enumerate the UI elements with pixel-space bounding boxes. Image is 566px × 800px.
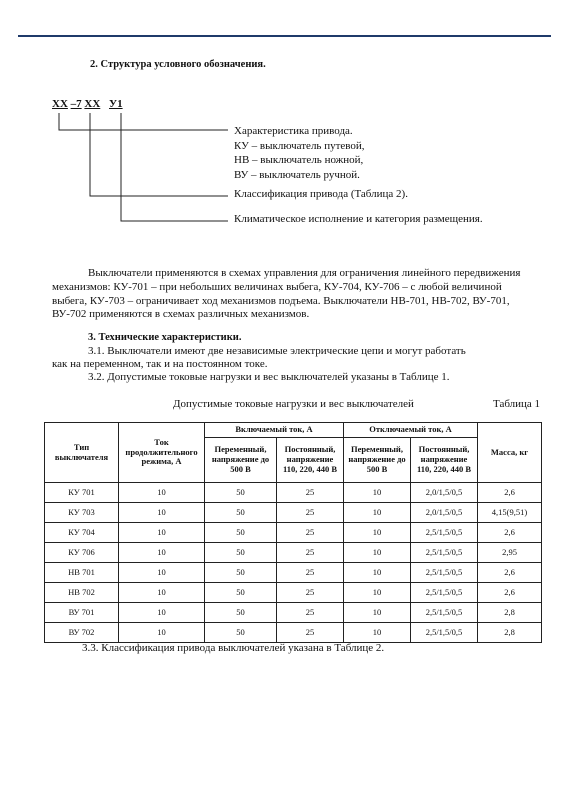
- leader-line-climate: [121, 113, 228, 221]
- desc-line: ВУ – выключатель ручной.: [234, 168, 360, 181]
- cell-mass: 2,6: [478, 583, 542, 603]
- header-type: Тип выключателя: [45, 423, 119, 483]
- cell-off-dc: 2,0/1,5/0,5: [411, 503, 478, 523]
- cell-type: НВ 701: [45, 563, 119, 583]
- header-on-ac: Переменный, напряжение до 500 В: [205, 438, 277, 483]
- cell-type: КУ 706: [45, 543, 119, 563]
- characteristic-description: [234, 124, 365, 182]
- code-part-4: У1: [109, 98, 123, 110]
- desc-line: НВ – выключатель ножной,: [234, 154, 364, 166]
- table-row: [45, 483, 542, 503]
- cell-current: 10: [119, 623, 205, 643]
- cell-off-ac: 10: [344, 623, 411, 643]
- cell-mass: 2,6: [478, 483, 542, 503]
- cell-mass: 2,95: [478, 543, 542, 563]
- cell-on-dc: 25: [277, 483, 344, 503]
- cell-off-ac: 10: [344, 503, 411, 523]
- cell-type: ВУ 701: [45, 603, 119, 623]
- cell-on-dc: 25: [277, 503, 344, 523]
- paragraph-line: выбега, КУ-703 – ограничивает ход механизмов подъема. Выключатели НВ-701, НВ-702, ВУ-701,: [52, 294, 510, 307]
- cell-on-ac: 50: [205, 543, 277, 563]
- header-off-current: Отключаемый ток, А: [344, 423, 478, 438]
- paragraph-line: механизмов: КУ-701 – при небольших величинах выбега, КУ-704, КУ-706 – с любой величиной: [52, 280, 502, 293]
- cell-current: 10: [119, 483, 205, 503]
- paragraph-line: Выключатели применяются в схемах управления для ограничения линейного передвижения: [88, 267, 521, 279]
- application-paragraph: [52, 267, 542, 322]
- table-row: [45, 603, 542, 623]
- code-part-1: ХХ: [52, 98, 68, 110]
- cell-type: КУ 704: [45, 523, 119, 543]
- cell-current: 10: [119, 563, 205, 583]
- cell-off-ac: 10: [344, 483, 411, 503]
- clause-3-1-line-1: 3.1. Выключатели имеют две независимые электрические цепи и могут работать: [88, 345, 466, 357]
- cell-mass: 4,15(9,51): [478, 503, 542, 523]
- cell-off-dc: 2,0/1,5/0,5: [411, 483, 478, 503]
- cell-mass: 2,8: [478, 623, 542, 643]
- cell-off-dc: 2,5/1,5/0,5: [411, 543, 478, 563]
- clause-3-3: 3.3. Классификация привода выключателей указана в Таблице 2.: [82, 642, 385, 654]
- cell-on-ac: 50: [205, 583, 277, 603]
- code-part-3: ХХ: [84, 98, 101, 110]
- climate-description: Климатическое исполнение и категория размещения.: [234, 213, 483, 225]
- cell-off-dc: 2,5/1,5/0,5: [411, 523, 478, 543]
- desc-line: Характеристика привода.: [234, 125, 353, 137]
- cell-off-ac: 10: [344, 523, 411, 543]
- table-row: [45, 523, 542, 543]
- cell-current: 10: [119, 523, 205, 543]
- cell-on-dc: 25: [277, 583, 344, 603]
- cell-current: 10: [119, 503, 205, 523]
- cell-current: 10: [119, 543, 205, 563]
- cell-off-dc: 2,5/1,5/0,5: [411, 623, 478, 643]
- header-on-dc: Постоянный, напряжение 110, 220, 440 В: [277, 438, 344, 483]
- cell-on-ac: 50: [205, 523, 277, 543]
- header-off-ac: Переменный, напряжение до 500 В: [344, 438, 411, 483]
- cell-off-ac: 10: [344, 583, 411, 603]
- cell-on-dc: 25: [277, 563, 344, 583]
- cell-off-dc: 2,5/1,5/0,5: [411, 603, 478, 623]
- cell-on-dc: 25: [277, 543, 344, 563]
- cell-on-dc: 25: [277, 623, 344, 643]
- table-1-caption: Допустимые токовые нагрузки и вес выключателей: [173, 398, 414, 410]
- desc-line: КУ – выключатель путевой,: [234, 139, 365, 152]
- cell-off-dc: 2,5/1,5/0,5: [411, 563, 478, 583]
- classification-description: Классификация привода (Таблица 2).: [234, 188, 408, 200]
- section-2-title: 2. Структура условного обозначения.: [90, 59, 266, 70]
- cell-mass: 2,6: [478, 563, 542, 583]
- code-part-2: –7: [70, 98, 82, 110]
- cell-on-ac: 50: [205, 603, 277, 623]
- clause-3-1-line-2: как на переменном, так и на постоянном токе.: [52, 358, 268, 370]
- clause-3-2: 3.2. Допустимые токовые нагрузки и вес выключателей указаны в Таблице 1.: [88, 371, 450, 383]
- table-row: [45, 543, 542, 563]
- cell-type: КУ 701: [45, 483, 119, 503]
- cell-on-ac: 50: [205, 623, 277, 643]
- table-row: [45, 583, 542, 603]
- cell-mass: 2,6: [478, 523, 542, 543]
- table-row: [45, 503, 542, 523]
- header-current: Ток продолжительного режима, А: [119, 423, 205, 483]
- table-row: [45, 563, 542, 583]
- leader-line-characteristic: [59, 113, 228, 130]
- cell-on-ac: 50: [205, 503, 277, 523]
- cell-off-ac: 10: [344, 543, 411, 563]
- cell-off-ac: 10: [344, 563, 411, 583]
- cell-off-dc: 2,5/1,5/0,5: [411, 583, 478, 603]
- table-1-label: Таблица 1: [493, 398, 541, 410]
- cell-off-ac: 10: [344, 603, 411, 623]
- cell-on-ac: 50: [205, 483, 277, 503]
- cell-on-dc: 25: [277, 603, 344, 623]
- cell-current: 10: [119, 603, 205, 623]
- cell-type: ВУ 702: [45, 623, 119, 643]
- cell-on-dc: 25: [277, 523, 344, 543]
- table-row: [45, 623, 542, 643]
- cell-current: 10: [119, 583, 205, 603]
- cell-type: КУ 703: [45, 503, 119, 523]
- section-3-title: 3. Технические характеристики.: [88, 332, 242, 343]
- header-on-current: Включаемый ток, А: [205, 423, 344, 438]
- header-off-dc: Постоянный, напряжение 110, 220, 440 В: [411, 438, 478, 483]
- leader-line-classification: [90, 113, 228, 196]
- cell-type: НВ 702: [45, 583, 119, 603]
- cell-mass: 2,8: [478, 603, 542, 623]
- paragraph-line: ВУ-702 применяются в схемах различных механизмов.: [52, 308, 310, 321]
- header-mass: Масса, кг: [478, 423, 542, 483]
- cell-on-ac: 50: [205, 563, 277, 583]
- table-1: [44, 422, 542, 643]
